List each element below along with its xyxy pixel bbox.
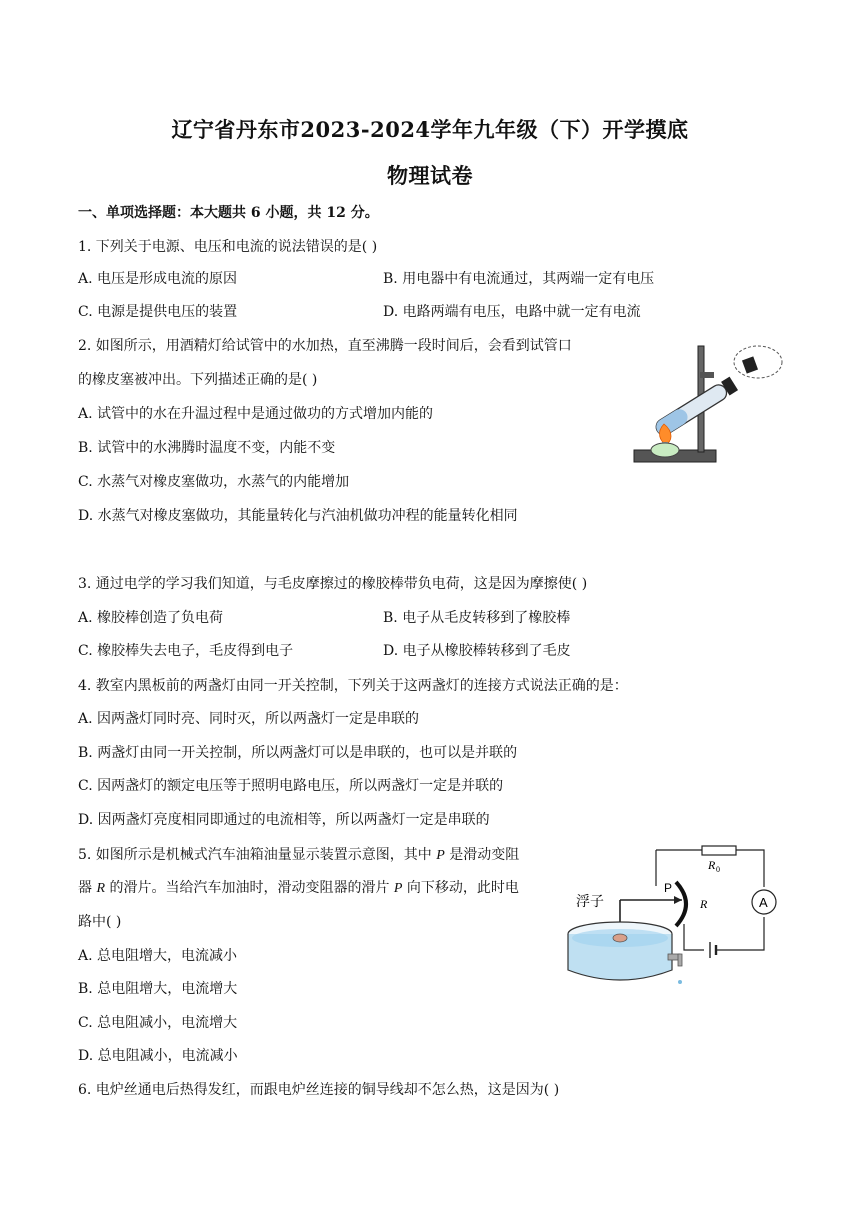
q3-option-b: B. 电子从毛皮转移到了橡胶棒 [383, 610, 571, 626]
page-subtitle: 物理试卷 [387, 163, 473, 188]
page-title: 辽宁省丹东市2023-2024学年九年级（下）开学摸底 [171, 117, 689, 142]
q1-option-b: B. 用电器中有电流通过，其两端一定有电压 [383, 271, 655, 287]
q1-option-d: D. 电路两端有电压，电路中就一定有电流 [383, 304, 641, 320]
q3-option-a: A. 橡胶棒创造了负电荷 [78, 610, 224, 626]
q4-option-a: A. 因两盏灯同时亮、同时灭，所以两盏灯一定是串联的 [78, 711, 420, 727]
q2-option-c: C. 水蒸气对橡皮塞做功，水蒸气的内能增加 [78, 474, 350, 490]
q5-var-r: R [96, 881, 106, 896]
q4-stem: 4. 教室内黑板前的两盏灯由同一开关控制，下列关于这两盏灯的连接方式说法正确的是： [78, 678, 628, 694]
q2-option-a: A. 试管中的水在升温过程中是通过做功的方式增加内能的 [78, 406, 434, 422]
r0-label: R [708, 858, 716, 872]
q5-stem-line2 [78, 878, 519, 899]
q1-option-c: C. 电源是提供电压的装置 [78, 304, 238, 320]
test-tube-heating-figure [628, 332, 788, 472]
q2-option-b: B. 试管中的水沸腾时温度不变，内能不变 [78, 440, 336, 456]
q5-option-b: B. 总电阻增大，电流增大 [78, 981, 238, 997]
q4-option-d: D. 因两盏灯亮度相同即通过的电流相等，所以两盏灯一定是串联的 [78, 812, 490, 828]
q4-option-b: B. 两盏灯由同一开关控制，所以两盏灯可以是串联的，也可以是并联的 [78, 745, 518, 761]
q5-option-c: C. 总电阻减小，电流增大 [78, 1015, 238, 1031]
q3-option-d: D. 电子从橡胶棒转移到了毛皮 [383, 643, 571, 659]
r0-subscript: 0 [716, 865, 720, 874]
q5-stem-line1 [78, 845, 519, 866]
q5-stem-line3: 路中( ) [78, 914, 122, 930]
q5-var-p: P [436, 848, 445, 863]
q2-stem-line2: 的橡皮塞被冲出。下列描述正确的是( ) [78, 372, 318, 388]
q2-stem-line1: 2. 如图所示，用酒精灯给试管中的水加热，直至沸腾一段时间后，会看到试管口 [78, 338, 572, 354]
q5-stem-text: 5. 如图所示是机械式汽车油箱油量显示装置示意图，其中 [78, 847, 437, 863]
q5-stem-text: 是滑动变阻 [444, 847, 520, 863]
q5-stem-text: 器 [78, 880, 97, 896]
q5-stem-text: 的滑片。当给汽车加油时，滑动变阻器的滑片 [105, 880, 394, 896]
q4-option-c: C. 因两盏灯的额定电压等于照明电路电压，所以两盏灯一定是并联的 [78, 778, 504, 794]
q6-stem: 6. 电炉丝通电后热得发红，而跟电炉丝连接的铜导线却不怎么热，这是因为( ) [78, 1082, 560, 1098]
q2-option-d: D. 水蒸气对橡皮塞做功，其能量转化与汽油机做功冲程的能量转化相同 [78, 508, 518, 524]
q5-option-d: D. 总电阻减小，电流减小 [78, 1048, 238, 1064]
q5-stem-text: 向下移动，此时电 [402, 880, 519, 896]
r-label: R [700, 897, 708, 911]
section-heading: 一、单项选择题：本大题共 6 小题，共 12 分。 [78, 205, 379, 221]
q5-var-p: P [393, 881, 403, 896]
fuel-gauge-circuit-figure [564, 842, 788, 992]
q5-option-a: A. 总电阻增大，电流减小 [78, 948, 238, 964]
ammeter-label: A [759, 895, 768, 910]
p-label: P [664, 881, 673, 895]
q1-stem: 1. 下列关于电源、电压和电流的说法错误的是( ) [78, 239, 378, 255]
float-label: 浮子 [576, 894, 604, 910]
q3-stem: 3. 通过电学的学习我们知道，与毛皮摩擦过的橡胶棒带负电荷，这是因为摩擦使( ) [78, 576, 588, 592]
q3-option-c: C. 橡胶棒失去电子，毛皮得到电子 [78, 643, 294, 659]
q1-option-a: A. 电压是形成电流的原因 [78, 271, 238, 287]
